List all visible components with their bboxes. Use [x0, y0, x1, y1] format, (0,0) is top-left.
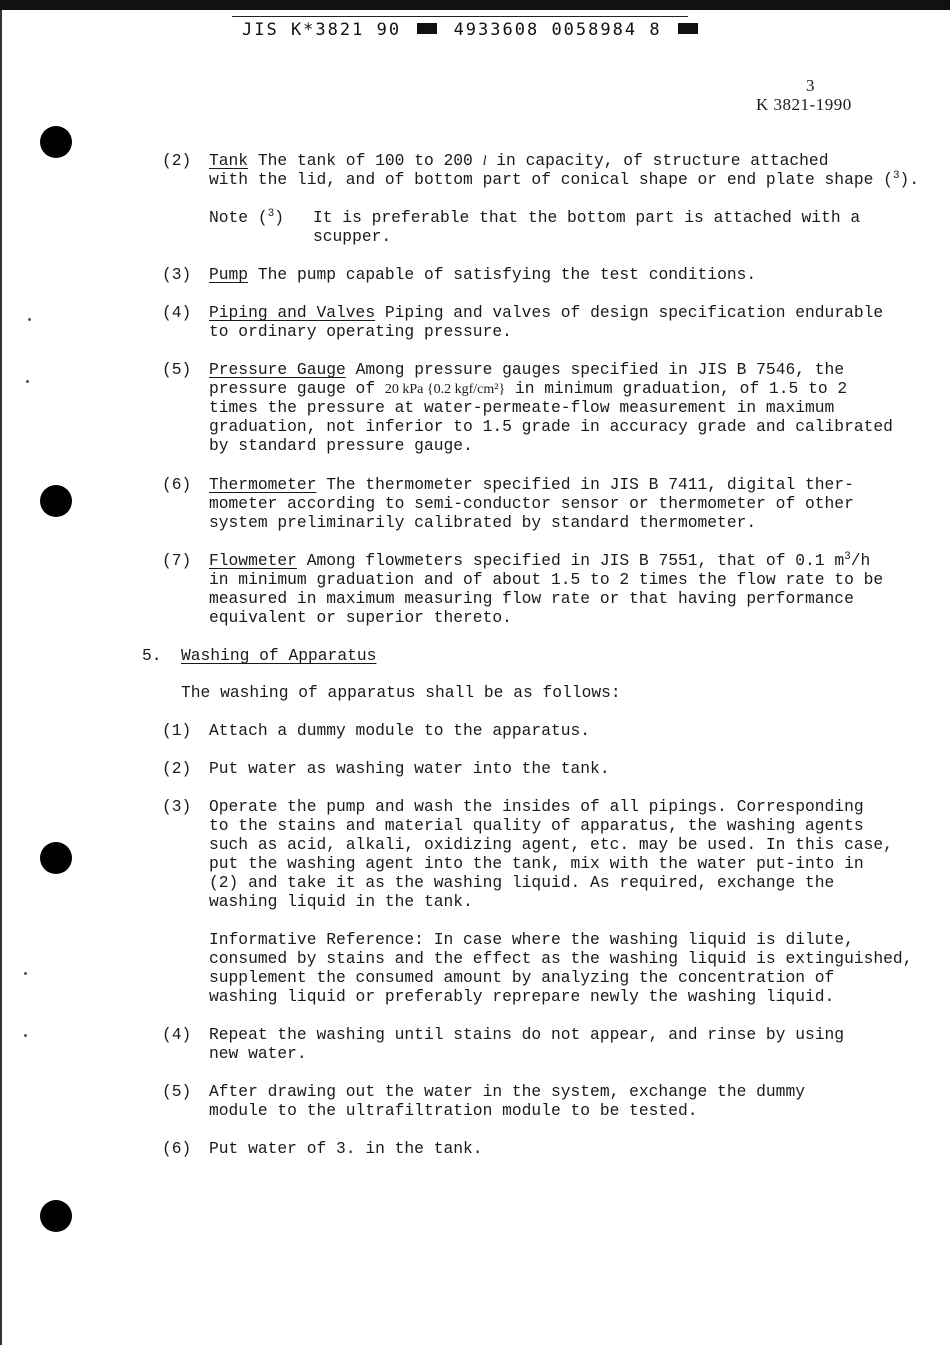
scan-border-top [0, 0, 950, 10]
step-2-text: Put water as washing water into the tank. [209, 759, 610, 778]
page-number: 3 [806, 76, 815, 95]
scan-border-left [0, 10, 2, 1345]
scan-speck [26, 380, 29, 383]
reference-line4: washing liquid or preferably reprepare newly the washing liquid. [209, 987, 835, 1006]
note-line2: scupper. [313, 227, 392, 246]
reference-line1: Informative Reference: In case where the washing liquid is dilute, [209, 930, 854, 949]
step-4-line2: new water. [209, 1044, 307, 1063]
item-gauge-line2: pressure gauge of 20 kPa {0.2 kgf/cm²} in minimum graduation, of 1.5 to 2 [209, 379, 848, 398]
step-3-line1: Operate the pump and wash the insides of all pipings. Corresponding [209, 797, 864, 816]
item-flow-line4: equivalent or superior thereto. [209, 608, 512, 627]
step-5-line2: module to the ultrafiltration module to be tested. [209, 1101, 698, 1120]
standard-number: K 3821-1990 [756, 95, 852, 114]
section-intro: The washing of apparatus shall be as follows: [181, 683, 621, 702]
term-tank: Tank [209, 151, 249, 170]
item-number: (6) [162, 475, 192, 494]
note-line1: It is preferable that the bottom part is attached with a [313, 208, 861, 227]
step-3-line5: (2) and take it as the washing liquid. As required, exchange the [209, 873, 835, 892]
step-4-line1: Repeat the washing until stains do not appear, and rinse by using [209, 1025, 845, 1044]
item-thermo-line1: Thermometer The thermometer specified in JIS B 7411, digital ther- [209, 475, 854, 494]
item-thermo-line2: mometer according to semi-conductor sensor or thermometer of other [209, 494, 854, 513]
header-code-mid: 4933608 0058984 8 [453, 20, 662, 40]
redaction-block-icon [678, 23, 698, 34]
step-number: (4) [162, 1025, 192, 1044]
reference-line2: consumed by stains and the effect as the washing liquid is extinguished, [209, 949, 913, 968]
term-piping-valves: Piping and Valves [209, 303, 376, 322]
step-number: (1) [162, 721, 192, 740]
item-flow-line2: in minimum graduation and of about 1.5 to 2 times the flow rate to be [209, 570, 884, 589]
term-pump: Pump [209, 265, 249, 284]
header-code-left: JIS K*3821 90 [242, 20, 402, 40]
item-flow-line3: measured in maximum measuring flow rate or that having performance [209, 589, 854, 608]
document-code-header [242, 20, 702, 40]
item-flow-line1: Flowmeter Among flowmeters specified in JIS B 7551, that of 0.1 $m^3/h$ [209, 551, 871, 570]
punch-hole-icon [40, 126, 72, 158]
step-1-text: Attach a dummy module to the apparatus. [209, 721, 591, 740]
step-3-line3: such as acid, alkali, oxidizing agent, etc. may be used. In this case, [209, 835, 893, 854]
item-gauge-line4: graduation, not inferior to 1.5 grade in accuracy grade and calibrated [209, 417, 893, 436]
item-piping-line1: Piping and Valves Piping and valves of design specification endurable [209, 303, 884, 322]
item-piping-line2: to ordinary operating pressure. [209, 322, 512, 341]
step-3-line6: washing liquid in the tank. [209, 892, 473, 911]
step-number: (6) [162, 1139, 192, 1158]
step-number: (2) [162, 759, 192, 778]
step-5-line1: After drawing out the water in the system, exchange the dummy [209, 1082, 805, 1101]
item-gauge-line3: times the pressure at water-permeate-flow measurement in maximum [209, 398, 835, 417]
redaction-block-icon [417, 23, 437, 34]
item-number: (2) [162, 151, 192, 170]
punch-hole-icon [40, 842, 72, 874]
item-tank-line2: with the lid, and of bottom part of conical shape or end plate shape ($^3$). [209, 170, 920, 189]
section-number: 5. [142, 646, 162, 665]
item-number: (5) [162, 360, 192, 379]
section-title: Washing of Apparatus [181, 646, 377, 665]
item-gauge-line1: Pressure Gauge Among pressure gauges specified in JIS B 7546, the [209, 360, 845, 379]
step-3-line4: put the washing agent into the tank, mix with the water put-into in [209, 854, 864, 873]
note-label: Note ($^3$) [209, 208, 285, 227]
step-3-line2: to the stains and material quality of apparatus, the washing agents [209, 816, 864, 835]
scan-speck [28, 318, 31, 321]
step-number: (3) [162, 797, 192, 816]
item-tank-line1: Tank The tank of 100 to 200 l in capacity, of structure attached [209, 151, 829, 170]
step-number: (5) [162, 1082, 192, 1101]
item-gauge-line5: by standard pressure gauge. [209, 436, 473, 455]
item-number: (4) [162, 303, 192, 322]
term-flowmeter: Flowmeter [209, 551, 297, 570]
item-thermo-line3: system preliminarily calibrated by standard thermometer. [209, 513, 757, 532]
item-pump-line1: Pump The pump capable of satisfying the test conditions. [209, 265, 757, 284]
punch-hole-icon [40, 1200, 72, 1232]
item-number: (7) [162, 551, 192, 570]
scan-speck [24, 972, 27, 975]
punch-hole-icon [40, 485, 72, 517]
term-pressure-gauge: Pressure Gauge [209, 360, 346, 379]
header-rule [232, 16, 688, 17]
term-thermometer: Thermometer [209, 475, 317, 494]
item-number: (3) [162, 265, 192, 284]
step-6-text: Put water of 3. in the tank. [209, 1139, 483, 1158]
scan-speck [24, 1034, 27, 1037]
reference-line3: supplement the consumed amount by analyzing the concentration of [209, 968, 835, 987]
